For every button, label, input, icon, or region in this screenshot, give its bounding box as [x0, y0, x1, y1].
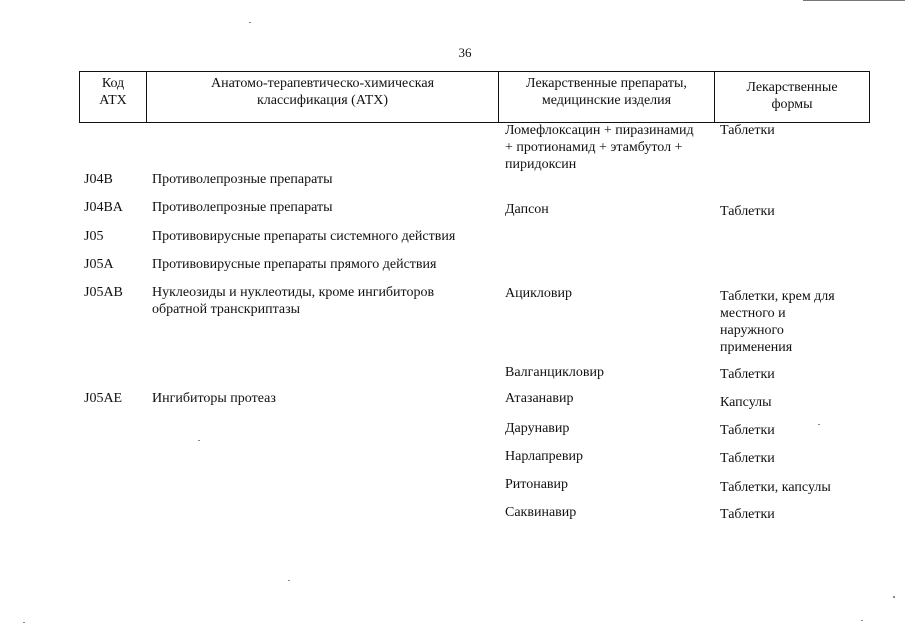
scan-speck — [249, 22, 251, 23]
top-edge-rule — [803, 0, 905, 1]
row-drug: Нарлапревир — [505, 449, 583, 464]
row-code: J05A — [84, 257, 114, 272]
row-drug: Ацикловир — [505, 286, 572, 301]
header-classification: Анатомо-терапевтическо-химическая классификация (АТХ) — [147, 72, 499, 122]
row-form: Таблетки, крем для местного и наружного применения — [720, 289, 835, 355]
row-form: Таблетки — [720, 451, 775, 466]
row-code: J04B — [84, 172, 113, 187]
scan-speck — [893, 596, 895, 598]
row-code: J05AE — [84, 391, 123, 406]
scan-speck — [288, 580, 290, 581]
row-drug: Дарунавир — [505, 421, 570, 436]
row-code: J04BA — [84, 200, 123, 215]
header-drugs: Лекарственные препараты, медицинские изделия — [499, 72, 715, 122]
header-forms: Лекарственные формы — [746, 80, 838, 112]
row-drug: Дапсон — [505, 202, 549, 217]
row-form: Таблетки — [720, 423, 775, 438]
row-classification: Противовирусные препараты системного действия — [152, 229, 456, 244]
row-classification: Противолепрозные препараты — [152, 200, 333, 215]
row-drug: Саквинавир — [505, 505, 577, 520]
scan-speck — [818, 424, 820, 425]
scan-speck — [23, 622, 25, 623]
table-header — [79, 71, 870, 123]
row-form: Таблетки — [720, 123, 775, 138]
row-form: Таблетки, капсулы — [720, 480, 831, 495]
row-classification: Противолепрозные препараты — [152, 172, 333, 187]
row-classification: Ингибиторы протеаз — [152, 391, 276, 406]
row-drug: Ломефлоксацин + пиразинамид + протионамид + этамбутол + пиридоксин — [505, 123, 694, 172]
row-form: Таблетки — [720, 204, 775, 219]
scan-speck — [861, 620, 863, 621]
scan-speck — [198, 440, 200, 441]
header-code: Код АТХ — [80, 72, 147, 122]
row-drug: Валганцикловир — [505, 365, 604, 380]
row-code: J05AB — [84, 285, 123, 300]
page-number: 36 — [458, 45, 472, 60]
row-form: Таблетки — [720, 507, 775, 522]
row-classification: Противовирусные препараты прямого действия — [152, 257, 437, 272]
row-code: J05 — [84, 229, 104, 244]
row-form: Таблетки — [720, 367, 775, 382]
row-classification: Нуклеозиды и нуклеотиды, кроме ингибиторов обратной транскриптазы — [152, 285, 435, 317]
row-drug: Атазанавир — [505, 391, 574, 406]
row-form: Капсулы — [720, 395, 772, 410]
row-drug: Ритонавир — [505, 477, 569, 492]
